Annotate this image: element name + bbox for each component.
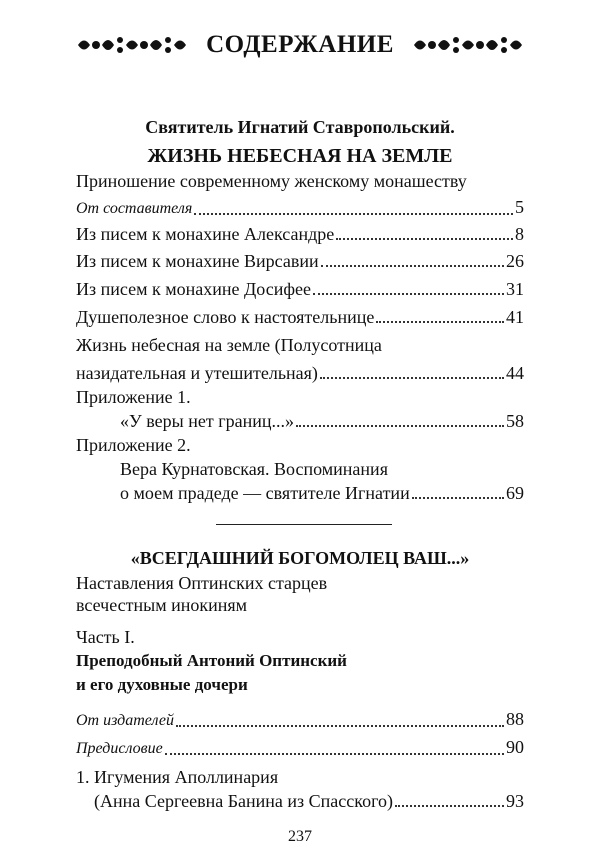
toc-entry-page: 31 bbox=[506, 279, 524, 299]
dot-leader bbox=[165, 753, 504, 755]
toc-entry-label: Из писем к монахине Досифее bbox=[76, 279, 311, 299]
dot-leader bbox=[320, 377, 504, 379]
toc-entry[interactable] bbox=[76, 278, 524, 300]
toc-entry-label: «У веры нет границ...» bbox=[120, 411, 294, 431]
section2-subtitle: всечестным инокиням bbox=[76, 595, 248, 615]
toc-entry[interactable] bbox=[76, 250, 524, 272]
toc-entry-page: 41 bbox=[506, 307, 524, 327]
toc-entry-page: 26 bbox=[506, 251, 524, 271]
toc-entry-label: назидательная и утешительная) bbox=[76, 363, 318, 383]
toc-entry-page: 69 bbox=[506, 483, 524, 503]
toc-entry[interactable] bbox=[76, 736, 524, 760]
dot-leader bbox=[336, 238, 513, 240]
appendix-title: Приложение 2. bbox=[76, 435, 191, 455]
section1-author: Святитель Игнатий Ставропольский. bbox=[145, 117, 455, 137]
toc-entry-label: о моем прадеде — святителе Игнатии bbox=[120, 483, 410, 503]
dot-leader bbox=[395, 805, 504, 807]
toc-entry[interactable] bbox=[76, 306, 524, 328]
toc-entry[interactable] bbox=[76, 223, 524, 245]
toc-entry[interactable] bbox=[120, 482, 524, 504]
toc-entry-page: 8 bbox=[515, 224, 524, 244]
toc-entry-page: 88 bbox=[506, 709, 524, 729]
toc-entry-page: 93 bbox=[506, 791, 524, 811]
toc-entry-page: 5 bbox=[515, 197, 524, 217]
part-label: Часть I. bbox=[76, 627, 135, 647]
ornament-icon bbox=[76, 34, 188, 56]
toc-entry[interactable] bbox=[76, 196, 524, 220]
part-title: Преподобный Антоний Оптинский bbox=[76, 651, 347, 670]
page-number: 237 bbox=[288, 828, 312, 845]
page-title: СОДЕРЖАНИЕ bbox=[206, 31, 394, 58]
toc-entry[interactable] bbox=[94, 790, 524, 812]
appendix-title: Приложение 1. bbox=[76, 387, 191, 407]
toc-entry[interactable] bbox=[76, 362, 524, 384]
section-divider bbox=[216, 524, 392, 525]
toc-entry-label: Из писем к монахине Вирсавии bbox=[76, 251, 319, 271]
toc-entry-label: От издателей bbox=[76, 712, 174, 729]
toc-entry-label: Предисловие bbox=[76, 740, 163, 757]
dot-leader bbox=[412, 497, 504, 499]
toc-entry-page: 58 bbox=[506, 411, 524, 431]
section1-title: ЖИЗНЬ НЕБЕСНАЯ НА ЗЕМЛЕ bbox=[147, 145, 453, 167]
toc-entry-line: 1. Игумения Аполлинария bbox=[76, 767, 279, 787]
toc-entry-label: Душеполезное слово к настоятельнице bbox=[76, 307, 375, 327]
section2-subtitle: Наставления Оптинских старцев bbox=[76, 573, 328, 593]
toc-entry-line: Жизнь небесная на земле (Полусотница bbox=[76, 335, 382, 355]
part-title: и его духовные дочери bbox=[76, 675, 248, 694]
dot-leader bbox=[296, 425, 504, 427]
toc-entry-page: 90 bbox=[506, 737, 524, 757]
dot-leader bbox=[321, 265, 504, 267]
section1-subtitle: Приношение современному женскому монашеству bbox=[76, 171, 467, 191]
dot-leader bbox=[194, 213, 513, 215]
toc-entry-line: Вера Курнатовская. Воспоминания bbox=[120, 459, 388, 479]
toc-entry-label: От составителя bbox=[76, 200, 193, 217]
dot-leader bbox=[376, 321, 504, 323]
toc-entry-label: Из писем к монахине Александре bbox=[76, 224, 335, 244]
toc-entry-label: (Анна Сергеевна Банина из Спасского) bbox=[94, 791, 394, 811]
ornament-icon bbox=[412, 34, 524, 56]
section2-title: «ВСЕГДАШНИЙ БОГОМОЛЕЦ ВАШ...» bbox=[130, 548, 470, 568]
header bbox=[76, 24, 524, 66]
dot-leader bbox=[313, 293, 504, 295]
dot-leader bbox=[176, 725, 504, 727]
toc-entry-page: 44 bbox=[506, 363, 524, 383]
toc-entry[interactable] bbox=[120, 410, 524, 432]
toc-entry[interactable] bbox=[76, 708, 524, 732]
